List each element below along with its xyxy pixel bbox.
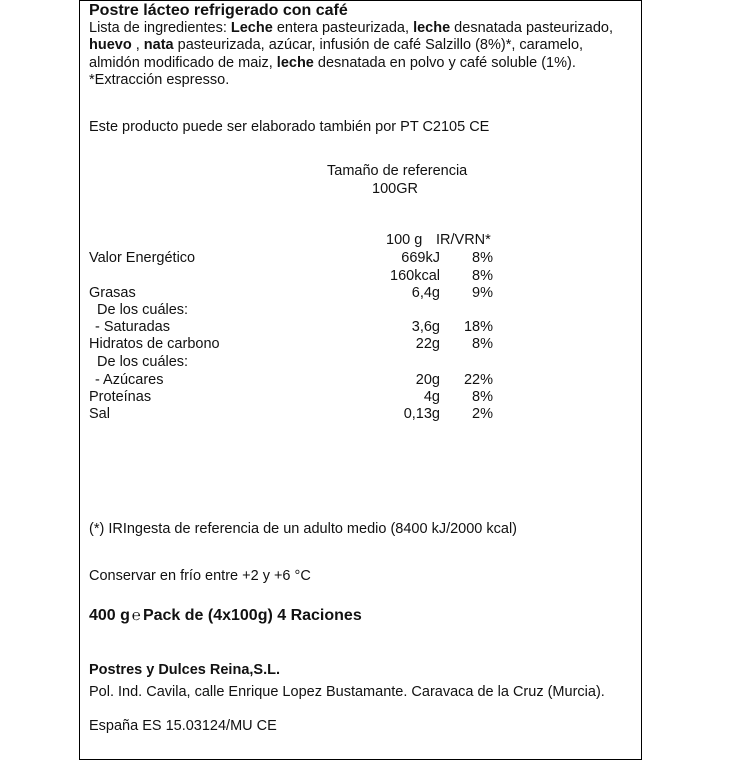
nutrition-row-100g: 3,6g [411,319,440,335]
nutrition-row-label: Proteínas [89,389,152,405]
ingredients-text: desnatada en polvo y café soluble (1%). *Extracción espresso. [89,54,576,89]
nutrition-row-ir: 22% [463,372,493,388]
company-name: Postres y Dulces Reina,S.L. [89,662,280,678]
allergen-leche: leche [276,54,314,71]
nutrition-row-label: Valor Energético [89,250,196,266]
nutrition-row-label: Hidratos de carbono [89,336,220,352]
ingredients-text: pasteurizada, azúcar, infusión de café Salzillo (8%)*, caramelo, almidón modificado de maiz, [89,37,584,71]
ingredients-text: , [131,37,144,54]
product-title: Postre lácteo refrigerado con café [89,2,348,19]
nutrition-row-100g: 669kJ [401,250,440,266]
nutrition-row-ir: 8% [472,268,493,284]
pack-info [89,607,362,624]
nutrition-row-100g: 22g [415,336,440,352]
nutrition-row-100g: 20g [415,372,440,388]
nutrition-row-ir: 8% [472,389,493,405]
ingredients-text: Lista de ingredientes: [89,20,231,36]
nutrition-col-100g: 100 g [386,232,423,248]
nutrition-row-100g: 160kcal [390,268,440,284]
ingredients-text: desnatada pasteurizado, [450,20,613,36]
nutrition-row-label: De los cuáles: [97,354,189,370]
allergen-leche: Leche [230,20,273,36]
nutrition-row-label: - Azúcares [95,372,164,388]
nutrition-row-ir: 8% [472,250,493,266]
nutrition-row-label: - Saturadas [95,319,170,335]
ingredients-list [89,20,637,90]
company-address: Pol. Ind. Cavila, calle Enrique Lopez Bustamante. Caravaca de la Cruz (Murcia). [89,684,605,700]
alt-production-note: Este producto puede ser elaborado también por PT C2105 CE [89,119,490,135]
reference-size-label: Tamaño de referencia [327,163,468,179]
nutrition-row-label: Sal [89,406,110,422]
pack-description: Pack de (4x100g) 4 Raciones [142,607,362,624]
nutrition-row-100g: 4g [423,389,440,405]
storage-instructions: Conservar en frío entre +2 y +6 °C [89,568,311,584]
nutrition-col-ir: IR/VRN* [436,232,491,248]
ingredients-text: entera pasteurizada, [272,20,414,36]
footnote: (*) IRIngesta de referencia de un adulto medio (8400 kJ/2000 kcal) [89,521,517,537]
net-weight: 400 g [89,607,130,624]
allergen-huevo: huevo [89,37,132,54]
estimated-sign-icon: ℮ [131,607,141,624]
nutrition-row-ir: 2% [472,406,493,422]
health-mark: España ES 15.03124/MU CE [89,718,277,734]
nutrition-row-100g: 0,13g [403,406,440,422]
nutrition-row-ir: 9% [472,285,493,301]
nutrition-row-label: Grasas [89,285,136,301]
nutrition-row-ir: 18% [463,319,493,335]
nutrition-row-ir: 8% [472,336,493,352]
reference-size-value: 100GR [372,181,418,197]
allergen-nata: nata [143,37,174,54]
nutrition-row-100g: 6,4g [411,285,440,301]
nutrition-row-label: De los cuáles: [97,302,189,318]
allergen-leche: leche [413,20,451,36]
